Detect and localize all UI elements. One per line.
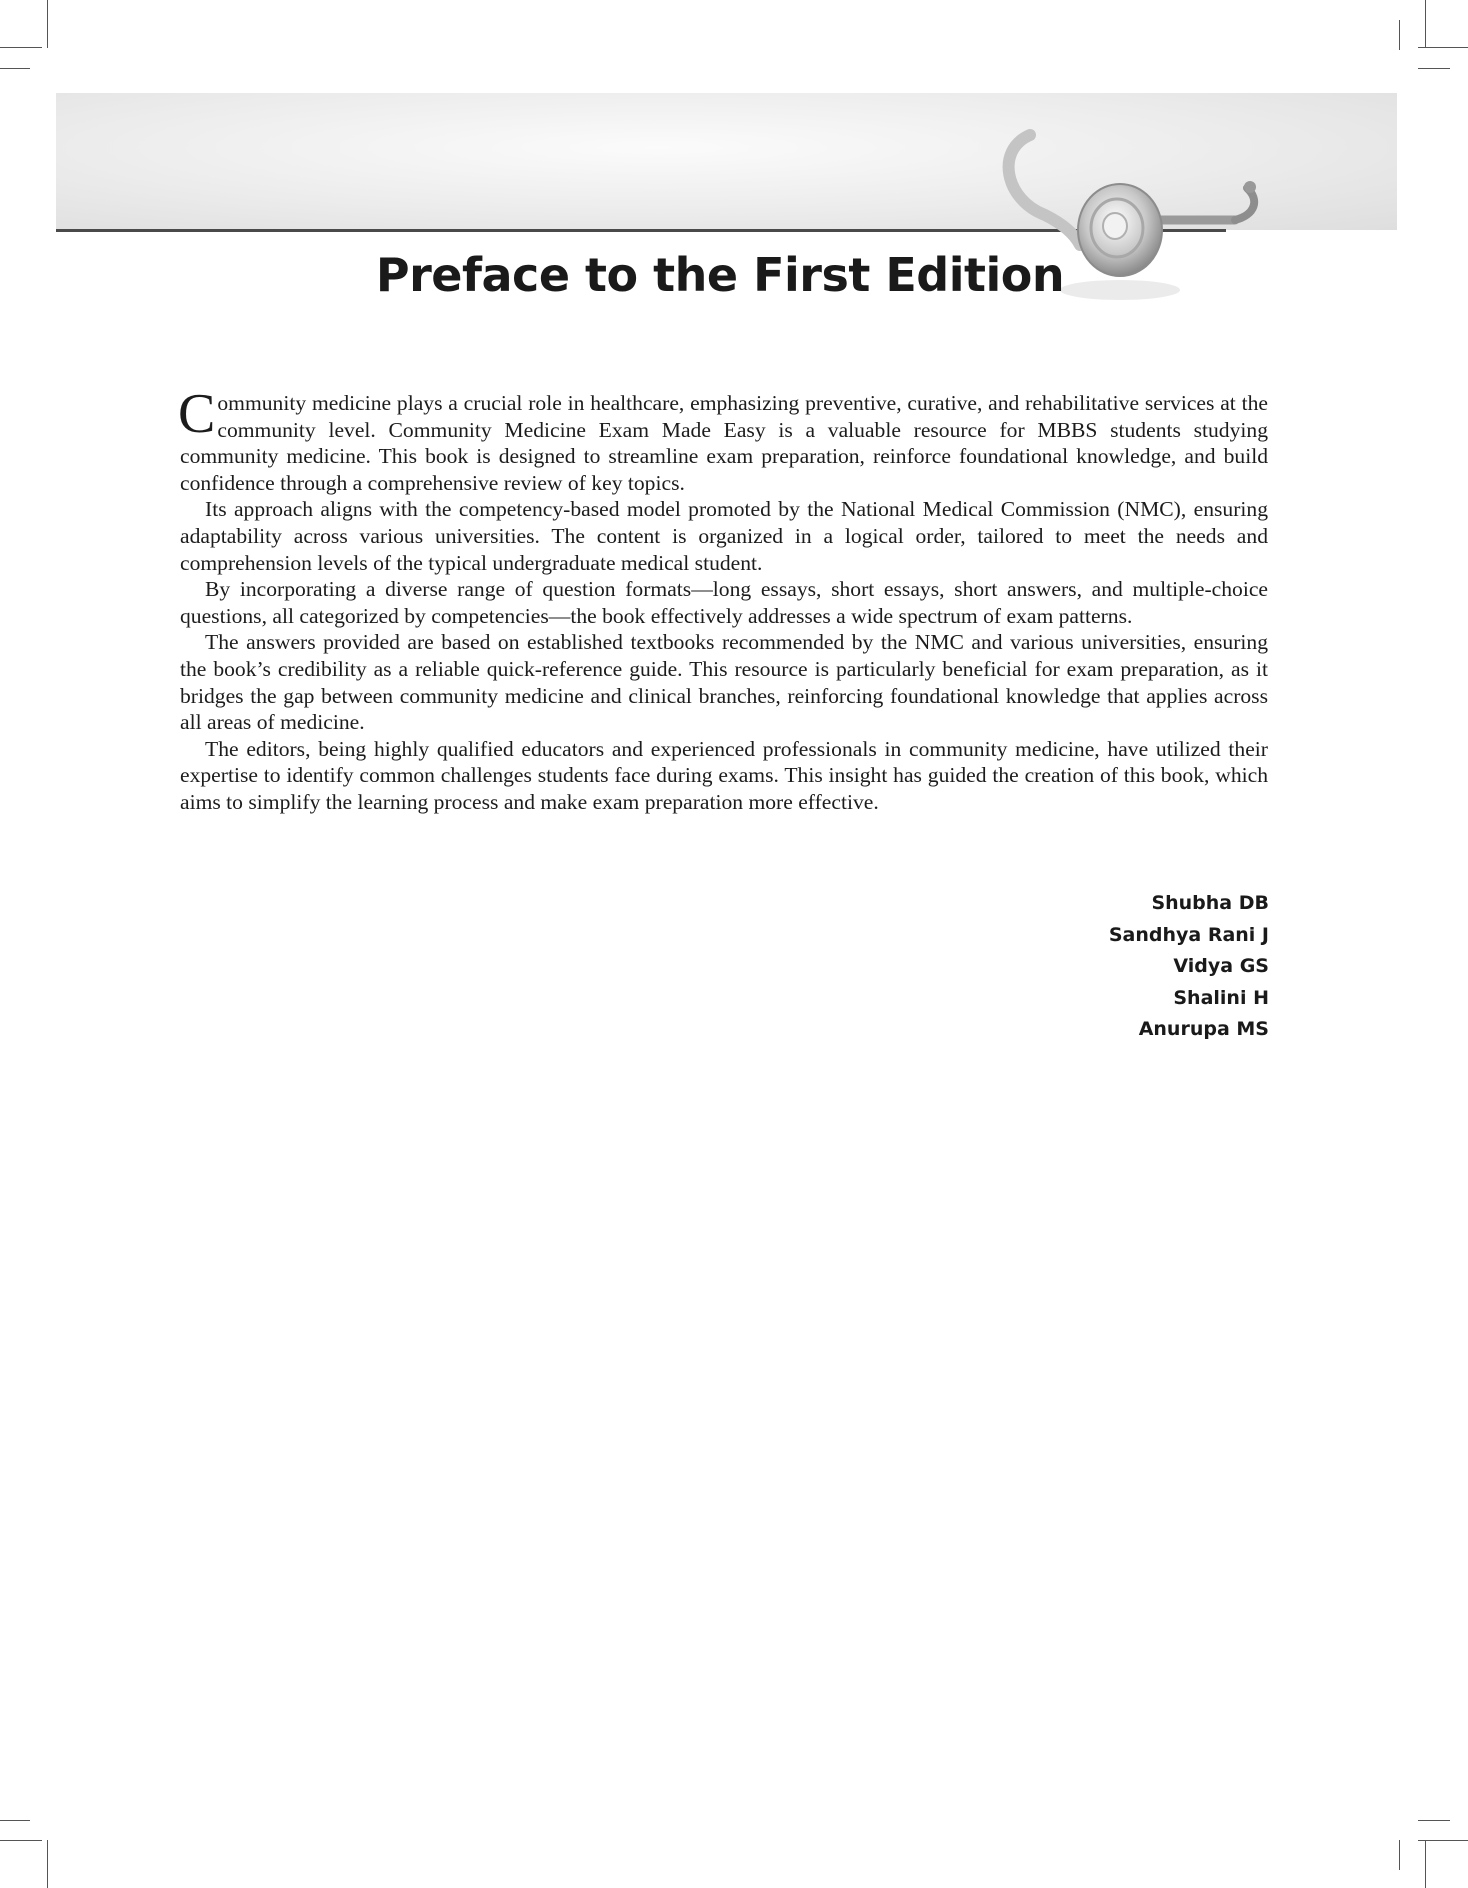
crop-mark [1418, 47, 1468, 48]
preface-body [178, 383, 1268, 816]
editor-name: Shubha DB [1151, 892, 1269, 914]
paragraph: Its approach aligns with the competency-based model promoted by the National Medical Commission (NMC), ensuring adaptability across various universities. The content is organized in a logical order, tailored to meet the needs and comprehension levels of the typical undergraduate medical student. [180, 497, 1268, 575]
editor-name: Anurupa MS [1138, 1018, 1269, 1040]
drop-cap: C [178, 383, 216, 445]
crop-mark [1425, 1840, 1426, 1888]
crop-mark [0, 47, 42, 48]
crop-mark [0, 1820, 30, 1821]
crop-mark [1418, 1820, 1450, 1821]
paragraph: The editors, being highly qualified educators and experienced professionals in community medicine, have utilized their expertise to identify common challenges students face during exams. This insight has guided the creation of this book, which aims to simplify the learning process and make exam preparation more effective. [180, 736, 1268, 814]
editor-name: Vidya GS [1173, 955, 1269, 977]
crop-mark [1418, 1840, 1468, 1841]
crop-mark [47, 0, 48, 48]
crop-mark [47, 1840, 48, 1888]
crop-mark [0, 68, 30, 69]
crop-mark [1418, 68, 1450, 69]
crop-mark [1399, 20, 1400, 50]
paragraph: By incorporating a diverse range of question formats—long essays, short essays, short answers, and multiple-choice questions, all categorized by competencies—the book effectively addresses a wide spectrum of exam patterns. [180, 577, 1268, 628]
paragraph-text: ommunity medicine plays a crucial role in healthcare, emphasizing preventive, curative, and rehabilitative services at the community level. Community Medicine Exam Made Easy is a valuable resource for MBBS students studying community medicine. This book is designed to streamline exam preparation, reinforce foundational knowledge, and build confidence through a comprehensive review of key topics. [180, 391, 1268, 495]
editor-name: Shalini H [1173, 986, 1269, 1009]
editor-name: Sandhya Rani J [1108, 923, 1269, 946]
paragraph: The answers provided are based on established textbooks recommended by the NMC and various universities, ensuring the book’s credibility as a reliable quick-reference guide. This resource is particularly beneficial for exam preparation, as it bridges the gap between community medicine and clinical branches, reinforcing foundational knowledge that applies across all areas of medicine. [180, 630, 1268, 735]
page-title: Preface to the First Edition [375, 248, 1065, 302]
editor-signatures [1109, 888, 1269, 1046]
crop-mark [0, 1840, 42, 1841]
crop-mark [1425, 0, 1426, 48]
paragraph [178, 383, 1268, 496]
crop-mark [1399, 1840, 1400, 1870]
